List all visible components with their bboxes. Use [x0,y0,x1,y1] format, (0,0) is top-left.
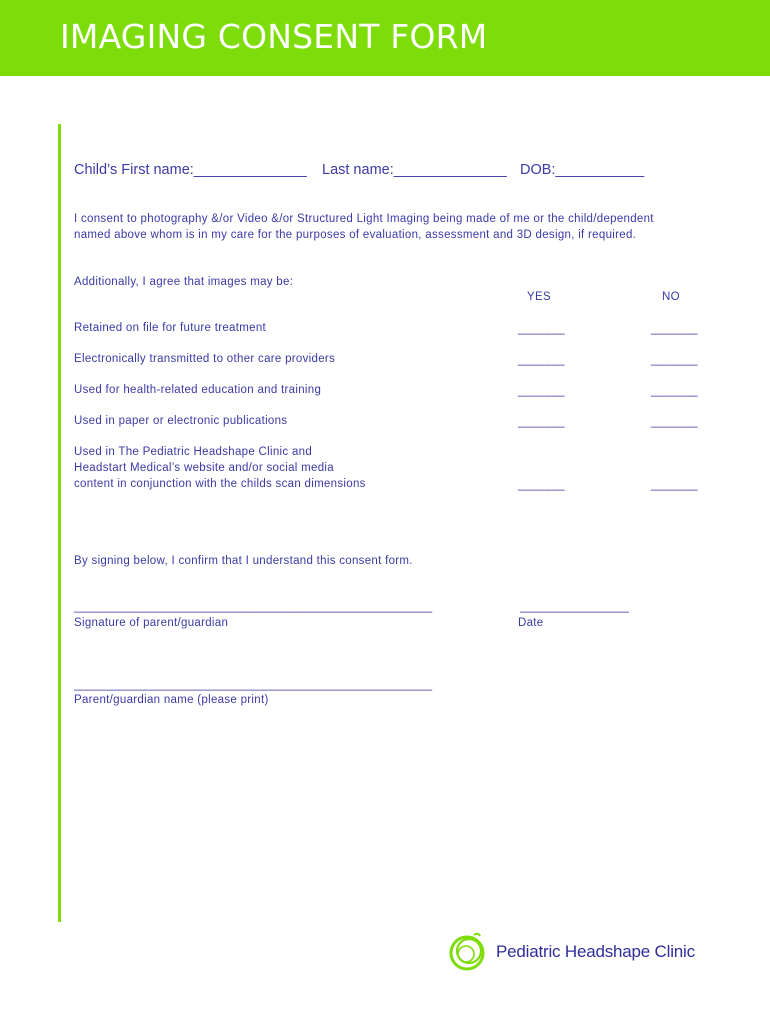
item-retained-no-field[interactable]: _______ [651,323,698,335]
item-transmitted-no-field[interactable]: _______ [651,354,698,366]
item-transmitted-label: Electronically transmitted to other care providers [74,353,336,365]
item-website-no-field[interactable]: _______ [651,479,698,491]
clinic-logo-icon [446,930,490,974]
item-publications-yes-field[interactable]: _______ [518,416,565,428]
no-column-header: NO [662,291,680,303]
dob-field[interactable]: DOB:___________ [520,162,645,178]
item-transmitted-yes-field[interactable]: _______ [518,354,565,366]
clinic-logo-text: Pediatric Headshape Clinic [496,942,695,961]
first-name-field[interactable]: Child’s First name:______________ [74,162,307,178]
consent-text-line-2: named above whom is in my care for the purposes of evaluation, assessment and 3D design, if required. [74,229,637,241]
header-bar [0,0,770,76]
item-retained-yes-field[interactable]: _______ [518,323,565,335]
confirm-text: By signing below, I confirm that I understand this consent form. [74,555,413,567]
signature-label: Signature of parent/guardian [74,617,229,629]
page-title: IMAGING CONSENT FORM [60,17,488,56]
item-website-label-line-3: content in conjunction with the childs scan dimensions [74,478,366,490]
item-publications-label: Used in paper or electronic publications [74,415,288,427]
item-publications-no-field[interactable]: _______ [651,416,698,428]
item-website-yes-field[interactable]: _______ [518,479,565,491]
additional-intro: Additionally, I agree that images may be: [74,276,294,288]
date-label: Date [518,617,544,629]
item-retained-label: Retained on file for future treatment [74,322,267,334]
yes-column-header: YES [527,291,551,303]
item-education-yes-field[interactable]: _______ [518,385,565,397]
guardian-name-label: Parent/guardian name (please print) [74,694,269,706]
item-website-label-line-2: Headstart Medical’s website and/or social media [74,462,334,474]
guardian-name-line[interactable]: ________________________________________________________ [74,679,433,691]
item-education-label: Used for health-related education and training [74,384,322,396]
item-education-no-field[interactable]: _______ [651,385,698,397]
consent-text-line-1: I consent to photography &/or Video &/or Structured Light Imaging being made of me or the child/dependent [74,213,654,225]
last-name-field[interactable]: Last name:______________ [322,162,507,178]
date-line[interactable]: _________________ [520,601,629,613]
signature-line[interactable]: ________________________________________________________ [74,601,433,613]
item-website-label-line-1: Used in The Pediatric Headshape Clinic and [74,446,313,458]
side-rule [58,124,61,922]
